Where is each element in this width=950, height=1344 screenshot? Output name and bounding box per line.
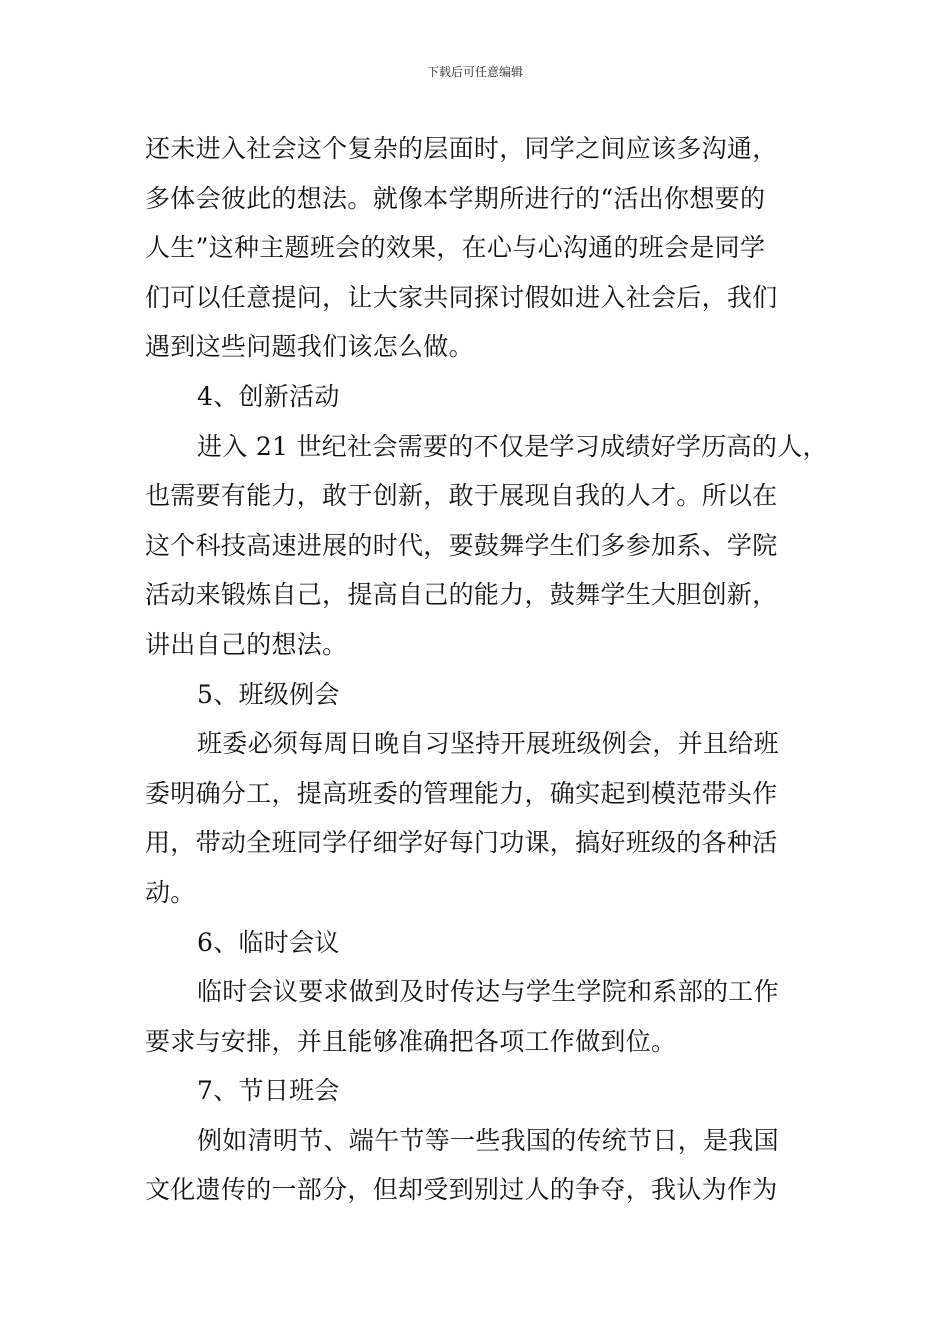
document-body — [145, 124, 828, 1215]
page-header: 下载后可任意编辑 — [426, 65, 523, 79]
paragraph-first-line: 例如清明节、端午节等一些我国的传统节日，是我国 — [197, 1125, 779, 1155]
text-line: 文化遗传的一部分，但却受到别过人的争夺，我认为作为 — [145, 1175, 778, 1205]
section-heading: 6、临时会议 — [197, 927, 340, 957]
text-line: 委明确分工，提高班委的管理能力，确实起到模范带头作 — [145, 778, 778, 808]
text-line: 用，带动全班同学仔细学好每门功课，搞好班级的各种活 — [145, 828, 778, 858]
paragraph-first-line: 临时会议要求做到及时传达与学生学院和系部的工作 — [197, 977, 779, 1007]
text-line: 活动来锻炼自己，提高自己的能力，鼓舞学生大胆创新， — [145, 580, 778, 610]
text-line: 讲出自己的想法。 — [145, 629, 348, 659]
text-line: 多体会彼此的想法。就像本学期所进行的“活出你想要的 — [145, 183, 766, 213]
text-line: 要求与安排，并且能够准确把各项工作做到位。 — [145, 1026, 677, 1056]
text-line: 遇到这些问题我们该怎么做。 — [145, 332, 474, 362]
text-line: 动。 — [145, 877, 196, 907]
text-line: 们可以任意提问，让大家共同探讨假如进入社会后，我们 — [145, 282, 778, 312]
paragraph-first-line: 班委必须每周日晚自习坚持开展班级例会，并且给班 — [197, 729, 779, 759]
text-line: 也需要有能力，敢于创新，敢于展现自我的人才。所以在 — [145, 481, 778, 511]
text-line: 还未进入社会这个复杂的层面时，同学之间应该多沟通， — [145, 134, 778, 163]
text-line: 这个科技高速进展的时代，要鼓舞学生们多参加系、学院 — [145, 530, 778, 560]
text-line: 人生”这种主题班会的效果，在心与心沟通的班会是同学 — [145, 233, 766, 263]
paragraph-first-line: 进入 21 世纪社会需要的不仅是学习成绩好学历高的人， — [197, 431, 828, 461]
section-heading: 5、班级例会 — [197, 679, 340, 709]
section-heading: 7、节日班会 — [197, 1076, 340, 1106]
section-heading: 4、创新活动 — [197, 381, 340, 411]
